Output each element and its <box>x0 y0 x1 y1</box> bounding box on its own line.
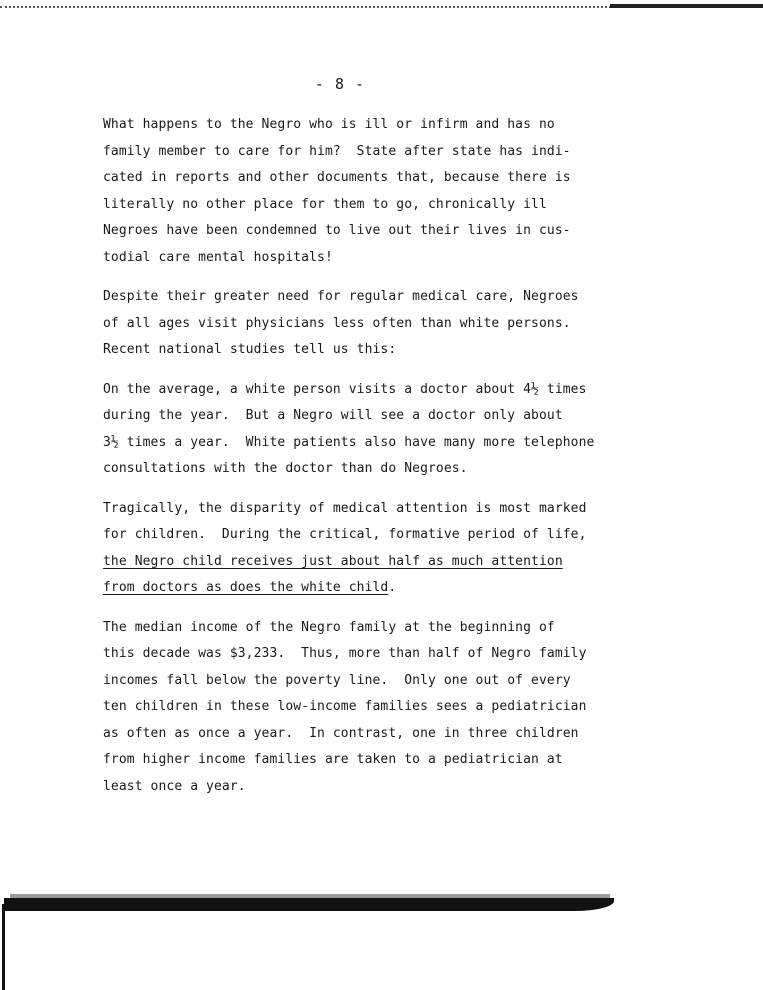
text-line: for children. During the critical, formative period of life, <box>103 527 587 542</box>
page-number: - 8 - <box>314 75 366 93</box>
text-line: of all ages visit physicians less often than white persons. <box>103 315 571 331</box>
text-line: family member to care for him? State after state has indi- <box>103 143 571 159</box>
document-body <box>103 112 603 813</box>
text-line: from higher income families are taken to a pediatrician at <box>103 752 563 767</box>
text-line: todial care mental hospitals! <box>103 249 333 265</box>
paragraph-3 <box>103 377 603 483</box>
text-line: incomes fall below the poverty line. Only one out of every <box>103 672 571 688</box>
underlined-text-line <box>103 575 603 602</box>
text-line: cated in reports and other documents that, because there is <box>103 170 571 185</box>
paragraph-5 <box>103 615 603 801</box>
text-line: On the average, a white person visits a doctor about 4½ times <box>103 381 587 397</box>
text-line: The median income of the Negro family at the beginning of <box>103 619 555 635</box>
underlined-text: from doctors as does the white child <box>103 580 389 595</box>
scan-bottom-edge <box>4 898 614 911</box>
text-line: Recent national studies tell us this: <box>103 342 397 357</box>
paragraph-1 <box>103 112 603 271</box>
underlined-text-line <box>103 549 603 576</box>
text-line: Despite their greater need for regular medical care, Negroes <box>103 289 579 304</box>
text-line: literally no other place for them to go, chronically ill <box>103 196 547 212</box>
underlined-text: the Negro child receives just about half as much attention <box>103 553 563 569</box>
text-line: What happens to the Negro who is ill or infirm and has no <box>103 117 555 132</box>
text-line: consultations with the doctor than do Negroes. <box>103 461 468 476</box>
paragraph-4 <box>103 496 603 602</box>
text-line: this decade was $3,233. Thus, more than half of Negro family <box>103 646 587 661</box>
text-line: during the year. But a Negro will see a doctor only about <box>103 408 563 423</box>
text-line: ten children in these low-income families sees a pediatrician <box>103 699 587 714</box>
text-line: Negroes have been condemned to live out their lives in cus- <box>103 223 571 238</box>
scan-top-edge-mark <box>610 4 763 8</box>
trailing-punctuation: . <box>388 580 397 595</box>
text-line: Tragically, the disparity of medical attention is most marked <box>103 500 587 516</box>
scan-left-edge <box>2 904 5 990</box>
text-line: 3½ times a year. White patients also have many more telephone <box>103 434 595 450</box>
text-line: as often as once a year. In contrast, one in three children <box>103 725 579 741</box>
text-line: least once a year. <box>103 778 246 794</box>
paragraph-2 <box>103 284 603 364</box>
